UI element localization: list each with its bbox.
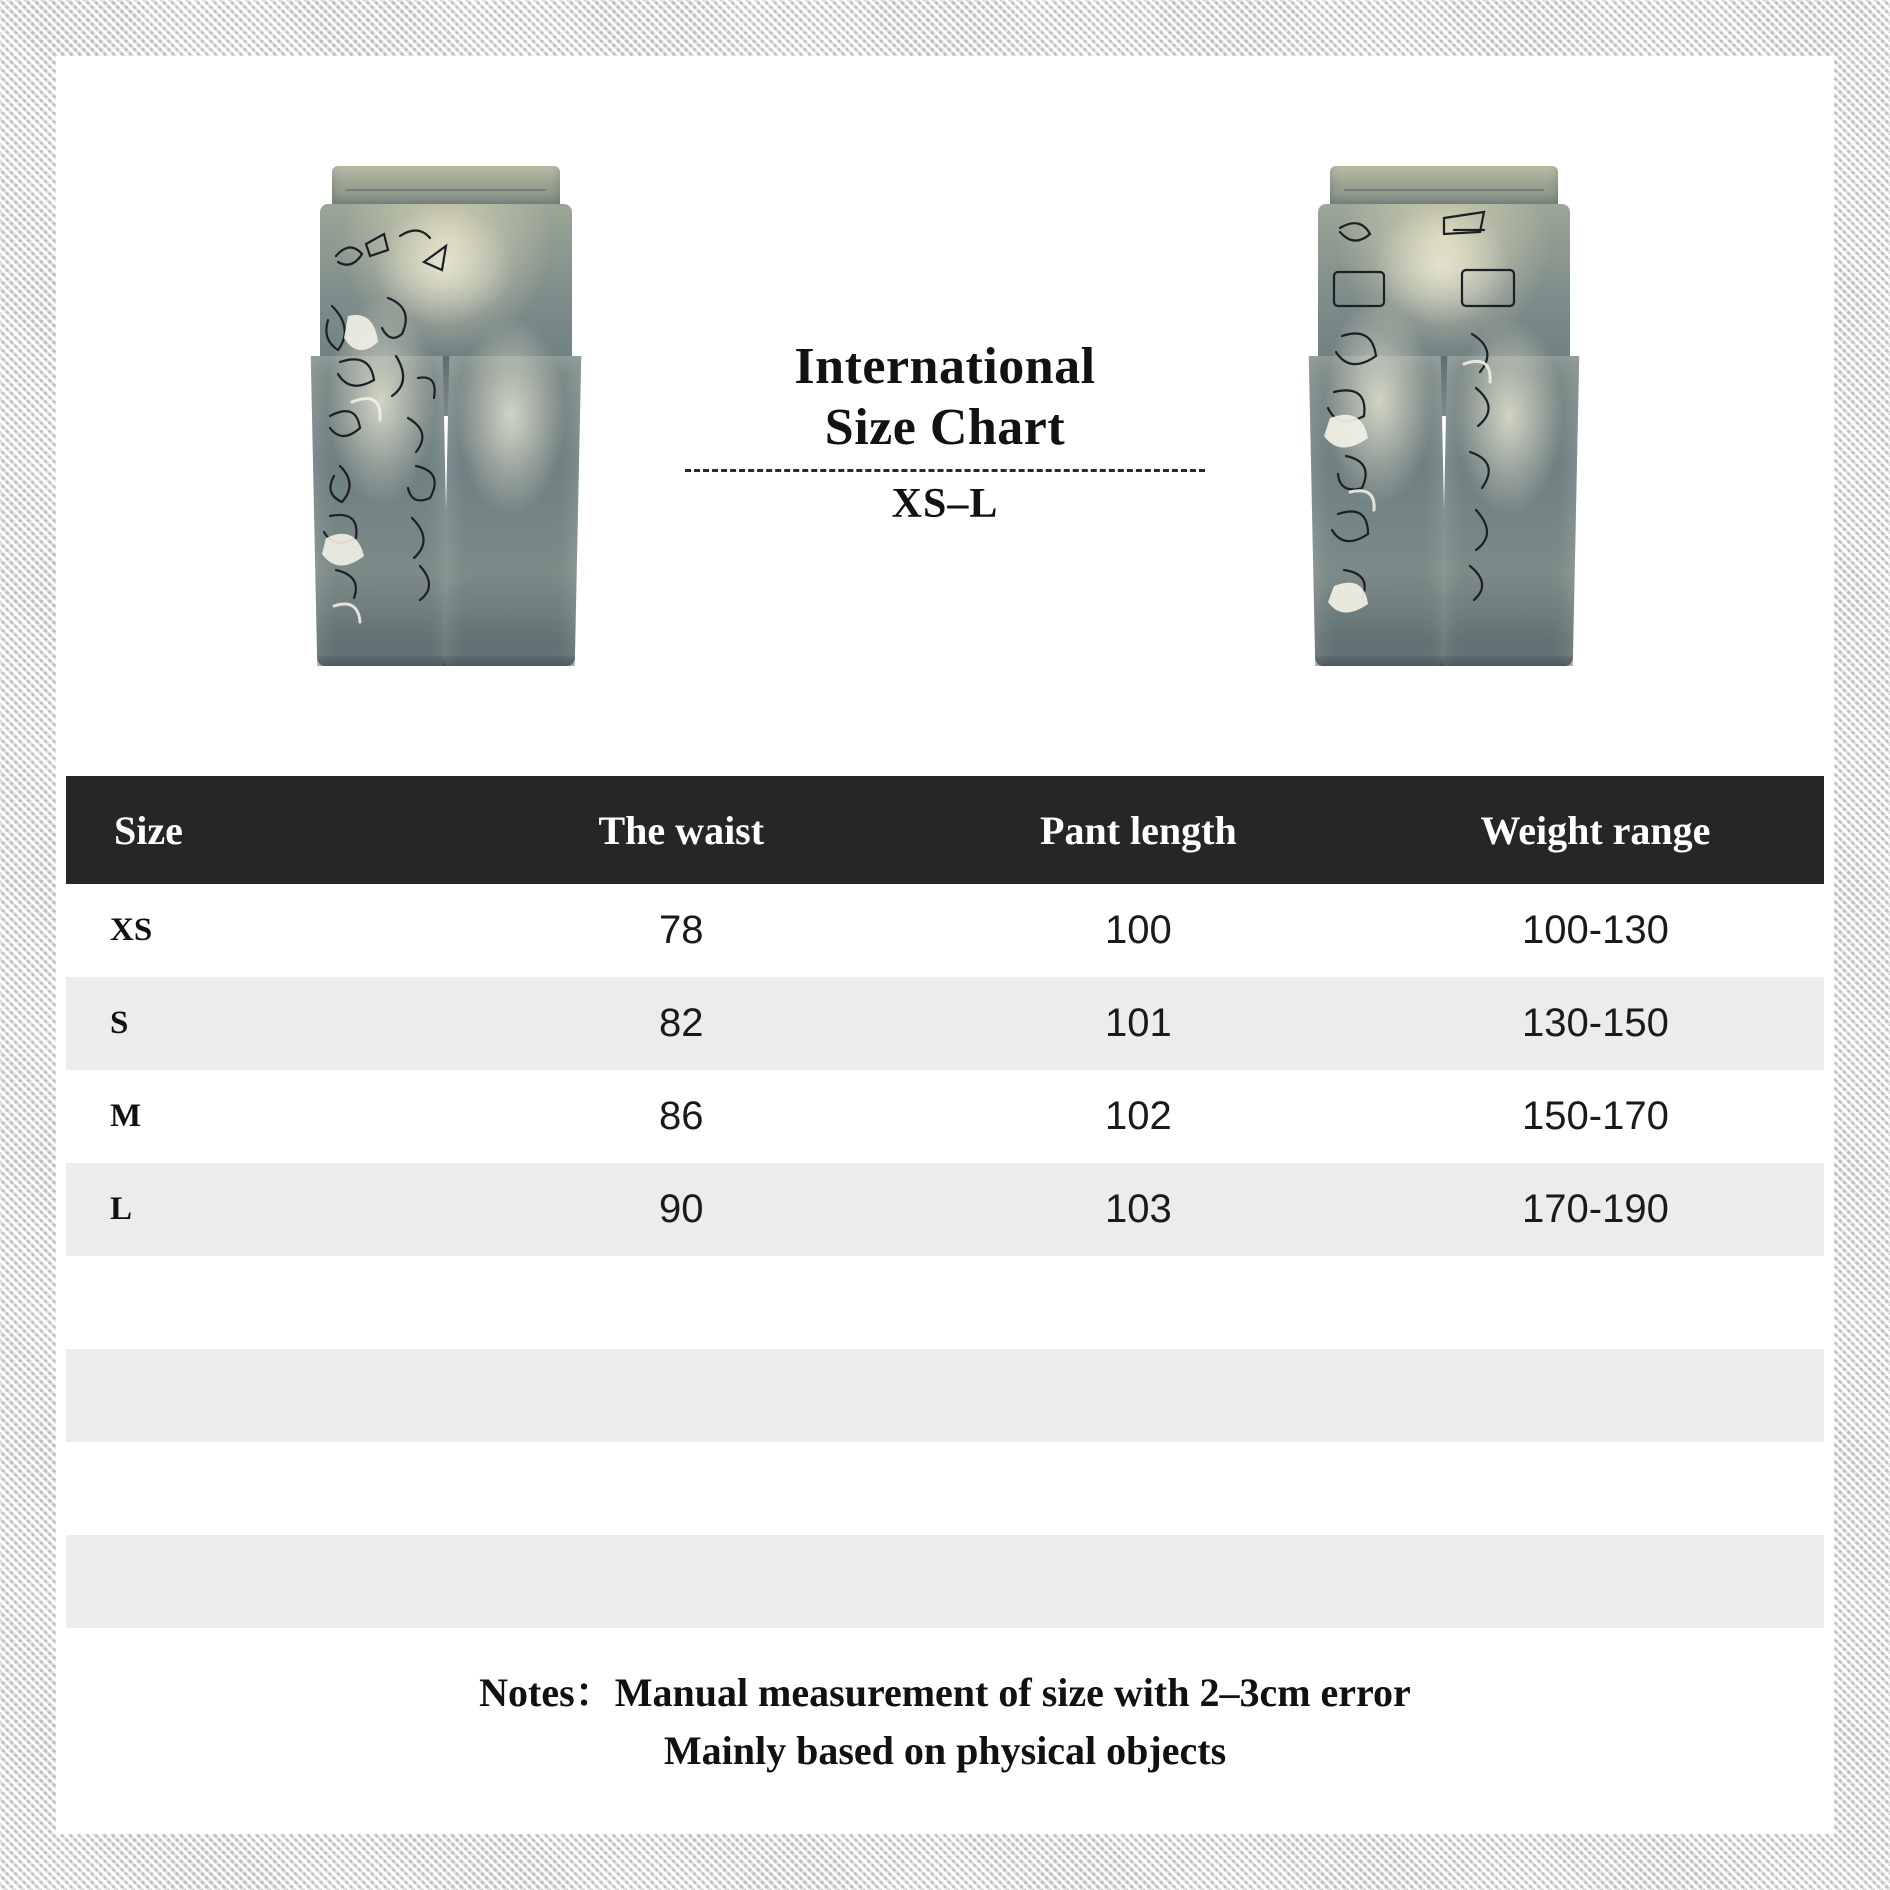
cell-size: L — [110, 1191, 133, 1227]
cell-weight: 100-130 — [1522, 908, 1669, 952]
jeans-front-image — [296, 166, 596, 666]
notes-section — [56, 1664, 1834, 1780]
denim-body-front — [296, 166, 596, 666]
header-length: Pant length — [1040, 807, 1237, 853]
cell-waist: 90 — [659, 1187, 704, 1231]
cell-length: 103 — [1104, 1187, 1172, 1231]
cell-waist: 78 — [659, 908, 704, 952]
header-waist: The waist — [598, 807, 765, 853]
jeans-back-image — [1294, 166, 1594, 666]
table-header-row — [66, 776, 1824, 884]
waistband-front — [332, 166, 560, 208]
chart-title-block — [585, 336, 1305, 528]
cell-size: XS — [110, 912, 153, 948]
table-row — [66, 977, 1824, 1070]
hip-panel-back — [1318, 204, 1570, 374]
page-title-line-1: International — [794, 338, 1096, 395]
cell-length: 100 — [1104, 908, 1172, 952]
cell-length: 102 — [1104, 1094, 1172, 1138]
cell-weight: 150-170 — [1522, 1094, 1669, 1138]
note-line-2: Mainly based on physical objects — [663, 1728, 1227, 1773]
denim-body-back — [1294, 166, 1594, 666]
cell-size: S — [110, 1005, 129, 1041]
size-chart-sheet — [56, 56, 1834, 1834]
hip-panel-front — [320, 204, 572, 374]
table-row-empty — [66, 1349, 1824, 1442]
hero-section — [56, 56, 1834, 776]
cell-weight: 170-190 — [1522, 1187, 1669, 1231]
table-row-empty — [66, 1442, 1824, 1535]
right-leg-front — [443, 356, 581, 666]
cell-weight: 130-150 — [1522, 1001, 1669, 1045]
table-row-empty — [66, 1256, 1824, 1349]
cell-waist: 82 — [659, 1001, 704, 1045]
cell-length: 101 — [1104, 1001, 1172, 1045]
waistband-back — [1330, 166, 1558, 208]
table-row-empty — [66, 1535, 1824, 1628]
left-leg-front — [311, 356, 449, 666]
header-size: Size — [114, 807, 183, 853]
right-leg-back — [1441, 356, 1579, 666]
left-leg-back — [1309, 356, 1447, 666]
table-row — [66, 1070, 1824, 1163]
title-divider — [685, 469, 1205, 472]
size-table — [56, 776, 1834, 1628]
cell-waist: 86 — [659, 1094, 704, 1138]
size-range-label: XS–L — [891, 480, 999, 527]
note-line-1: Notes：Manual measurement of size with 2–3cm error — [479, 1670, 1411, 1715]
table-row — [66, 1163, 1824, 1256]
header-weight: Weight range — [1480, 807, 1711, 853]
page-title-line-2: Size Chart — [824, 399, 1066, 457]
cell-size: M — [110, 1098, 142, 1134]
table-row — [66, 884, 1824, 977]
